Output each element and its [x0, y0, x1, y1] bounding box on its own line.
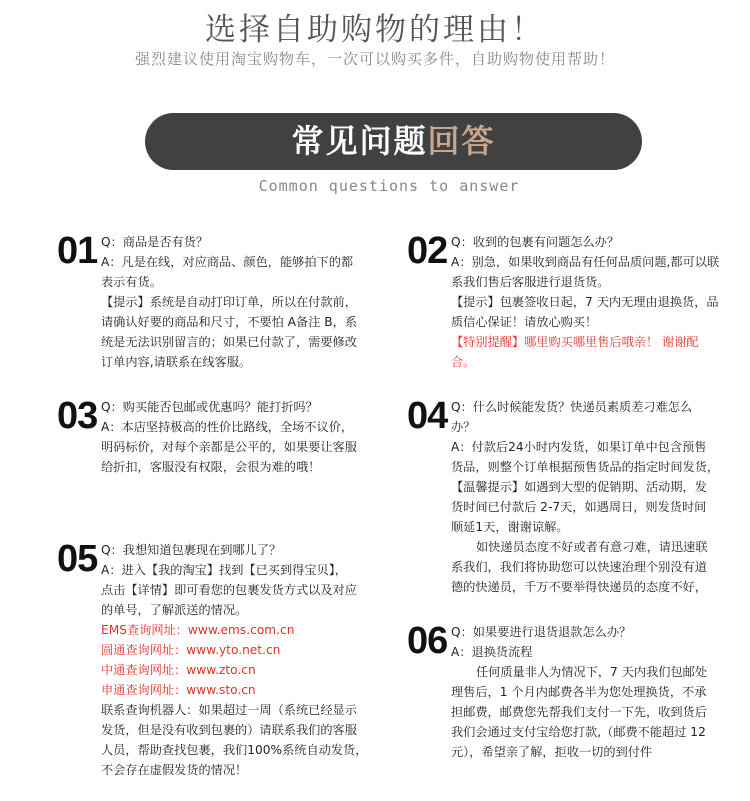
faq-line: 货时间已付款后 2-7天，如遇周日，则发货时间	[451, 500, 707, 514]
banner-english-caption: Common questions to answer	[258, 177, 520, 195]
faq-line: 联系查询机器人：如果超过一周（系统已经显示	[101, 703, 357, 717]
faq-number: 03	[57, 395, 98, 437]
faq-line: A：退换货流程	[451, 645, 533, 659]
faq-line: 系我们售后客服进行退货货。	[451, 275, 610, 289]
faq-line: 明码标价，对每个亲都是公平的，如果要让客服	[101, 440, 357, 454]
faq-line: A：本店坚持极高的性价比路线，全场不议价，	[101, 420, 354, 434]
faq-line: 人员，帮助查找包裹，我们100%系统自动发货，	[101, 743, 368, 757]
faq-line: 担邮费，邮费您先帮我们支付一下先，收到货后	[451, 705, 707, 719]
faq-line: Q：如果要进行退货退款怎么办？	[451, 625, 632, 639]
faq-line: 德的快递员，千万不要举得快递员的态度不好，	[451, 580, 707, 594]
faq-line: 货品，则整个订单根据预售货品的指定时间发货，	[451, 460, 720, 474]
faq-line: 点击【详情】即可看您的包裹发货方式以及对应	[101, 583, 357, 597]
ems-tracking-link[interactable]: EMS查询网址：www.ems.com.cn	[101, 623, 295, 637]
faq-line: 给折扣，客服没有权限，会很为难的哦！	[101, 460, 321, 474]
faq-line: Q：收到的包裹有问题怎么办？	[451, 235, 620, 249]
faq-line: 请确认好要的商品和尺寸，不要怕 A备注 B，系	[101, 315, 358, 329]
faq-line: 不会存在虚假发货的情况！	[101, 763, 248, 777]
faq-line: A：进入【我的淘宝】找到【已买到得宝贝】，	[101, 563, 347, 577]
faq-line: Q：什么时候能发货？快递员素质差刁难怎么	[451, 400, 693, 414]
banner-title-main: 常见问题	[291, 122, 428, 160]
faq-text	[101, 397, 357, 477]
faq-line: 系我们，我们将协助您可以快速治理个别没有道	[451, 560, 707, 574]
faq-line: 【提示】包裹签收日起，7 天内无理由退换货，品	[451, 295, 719, 309]
faq-line: A：凡是在线，对应商品、颜色，能够拍下的都	[101, 255, 354, 269]
faq-line: 统是无法识别留言的；如果已付款了，需要修改	[101, 335, 357, 349]
faq-text	[451, 232, 719, 372]
faq-line: 顺延1天，谢谢谅解。	[451, 520, 569, 534]
faq-line: 发货，但是没有收到包裹的）请联系我们的客服	[101, 723, 357, 737]
faq-number: 01	[57, 230, 98, 272]
faq-line: 办？	[451, 420, 476, 434]
faq-line: 订单内容,请联系在线客服。	[101, 355, 252, 369]
faq-line: 如快递员态度不好或者有意刁难，请迅速联	[476, 540, 708, 554]
faq-line: 【温馨提示】如遇到大型的促销期、活动期，发	[451, 480, 707, 494]
faq-line: A：别急，如果收到商品有任何品质问题,都可以联	[451, 255, 720, 269]
faq-text	[451, 622, 707, 762]
faq-line: 表示有货。	[101, 275, 162, 289]
faq-line: Q：商品是否有货？	[101, 235, 209, 249]
faq-line: 任何质量非人为情况下，7 天内我们包邮处	[476, 665, 708, 679]
faq-line: 质信心保证！请放心购买！	[451, 315, 598, 329]
faq-number: 04	[407, 395, 448, 437]
faq-number: 05	[57, 538, 98, 580]
zto-tracking-link[interactable]: 中通查询网址：www.zto.cn	[101, 663, 256, 677]
faq-line: 【提示】系统是自动打印订单，所以在付款前，	[101, 295, 357, 309]
banner-title-accent: 回答	[427, 122, 496, 160]
faq-banner	[145, 113, 642, 170]
page-subtitle: 强烈建议使用淘宝购物车，一次可以购买多件，自助购物使用帮助！	[134, 50, 615, 68]
yto-tracking-link[interactable]: 圆通查询网址：www.yto.net.cn	[101, 643, 281, 657]
faq-line: 元），希望亲了解，拒收一切的到付件	[451, 745, 653, 759]
page-title: 选择自助购物的理由！	[205, 12, 545, 48]
faq-line: Q：我想知道包裹现在到哪儿了？	[101, 543, 282, 557]
sto-tracking-link[interactable]: 申通查询网址：www.sto.cn	[101, 683, 256, 697]
faq-warning-line: 【特别提醒】哪里购买哪里售后哦亲！ 谢谢配	[451, 335, 699, 349]
faq-text	[101, 232, 357, 372]
faq-line: 我们会通过支付宝给您打款,（邮费不能超过 12	[451, 725, 706, 739]
faq-text	[101, 540, 367, 780]
faq-number: 02	[407, 230, 448, 272]
faq-line: A：付款后24小时内发货，如果订单中包含预售	[451, 440, 707, 454]
faq-line: 的单号，了解派送的情况。	[101, 603, 248, 617]
faq-text	[451, 397, 719, 597]
faq-line: Q：购买能否包邮或优惠吗？能打折吗？	[101, 400, 318, 414]
faq-number: 06	[407, 620, 448, 662]
faq-line: 理售后，1 个月内邮费各半为您处理换货，不承	[451, 685, 707, 699]
faq-warning-line: 合。	[451, 355, 476, 369]
